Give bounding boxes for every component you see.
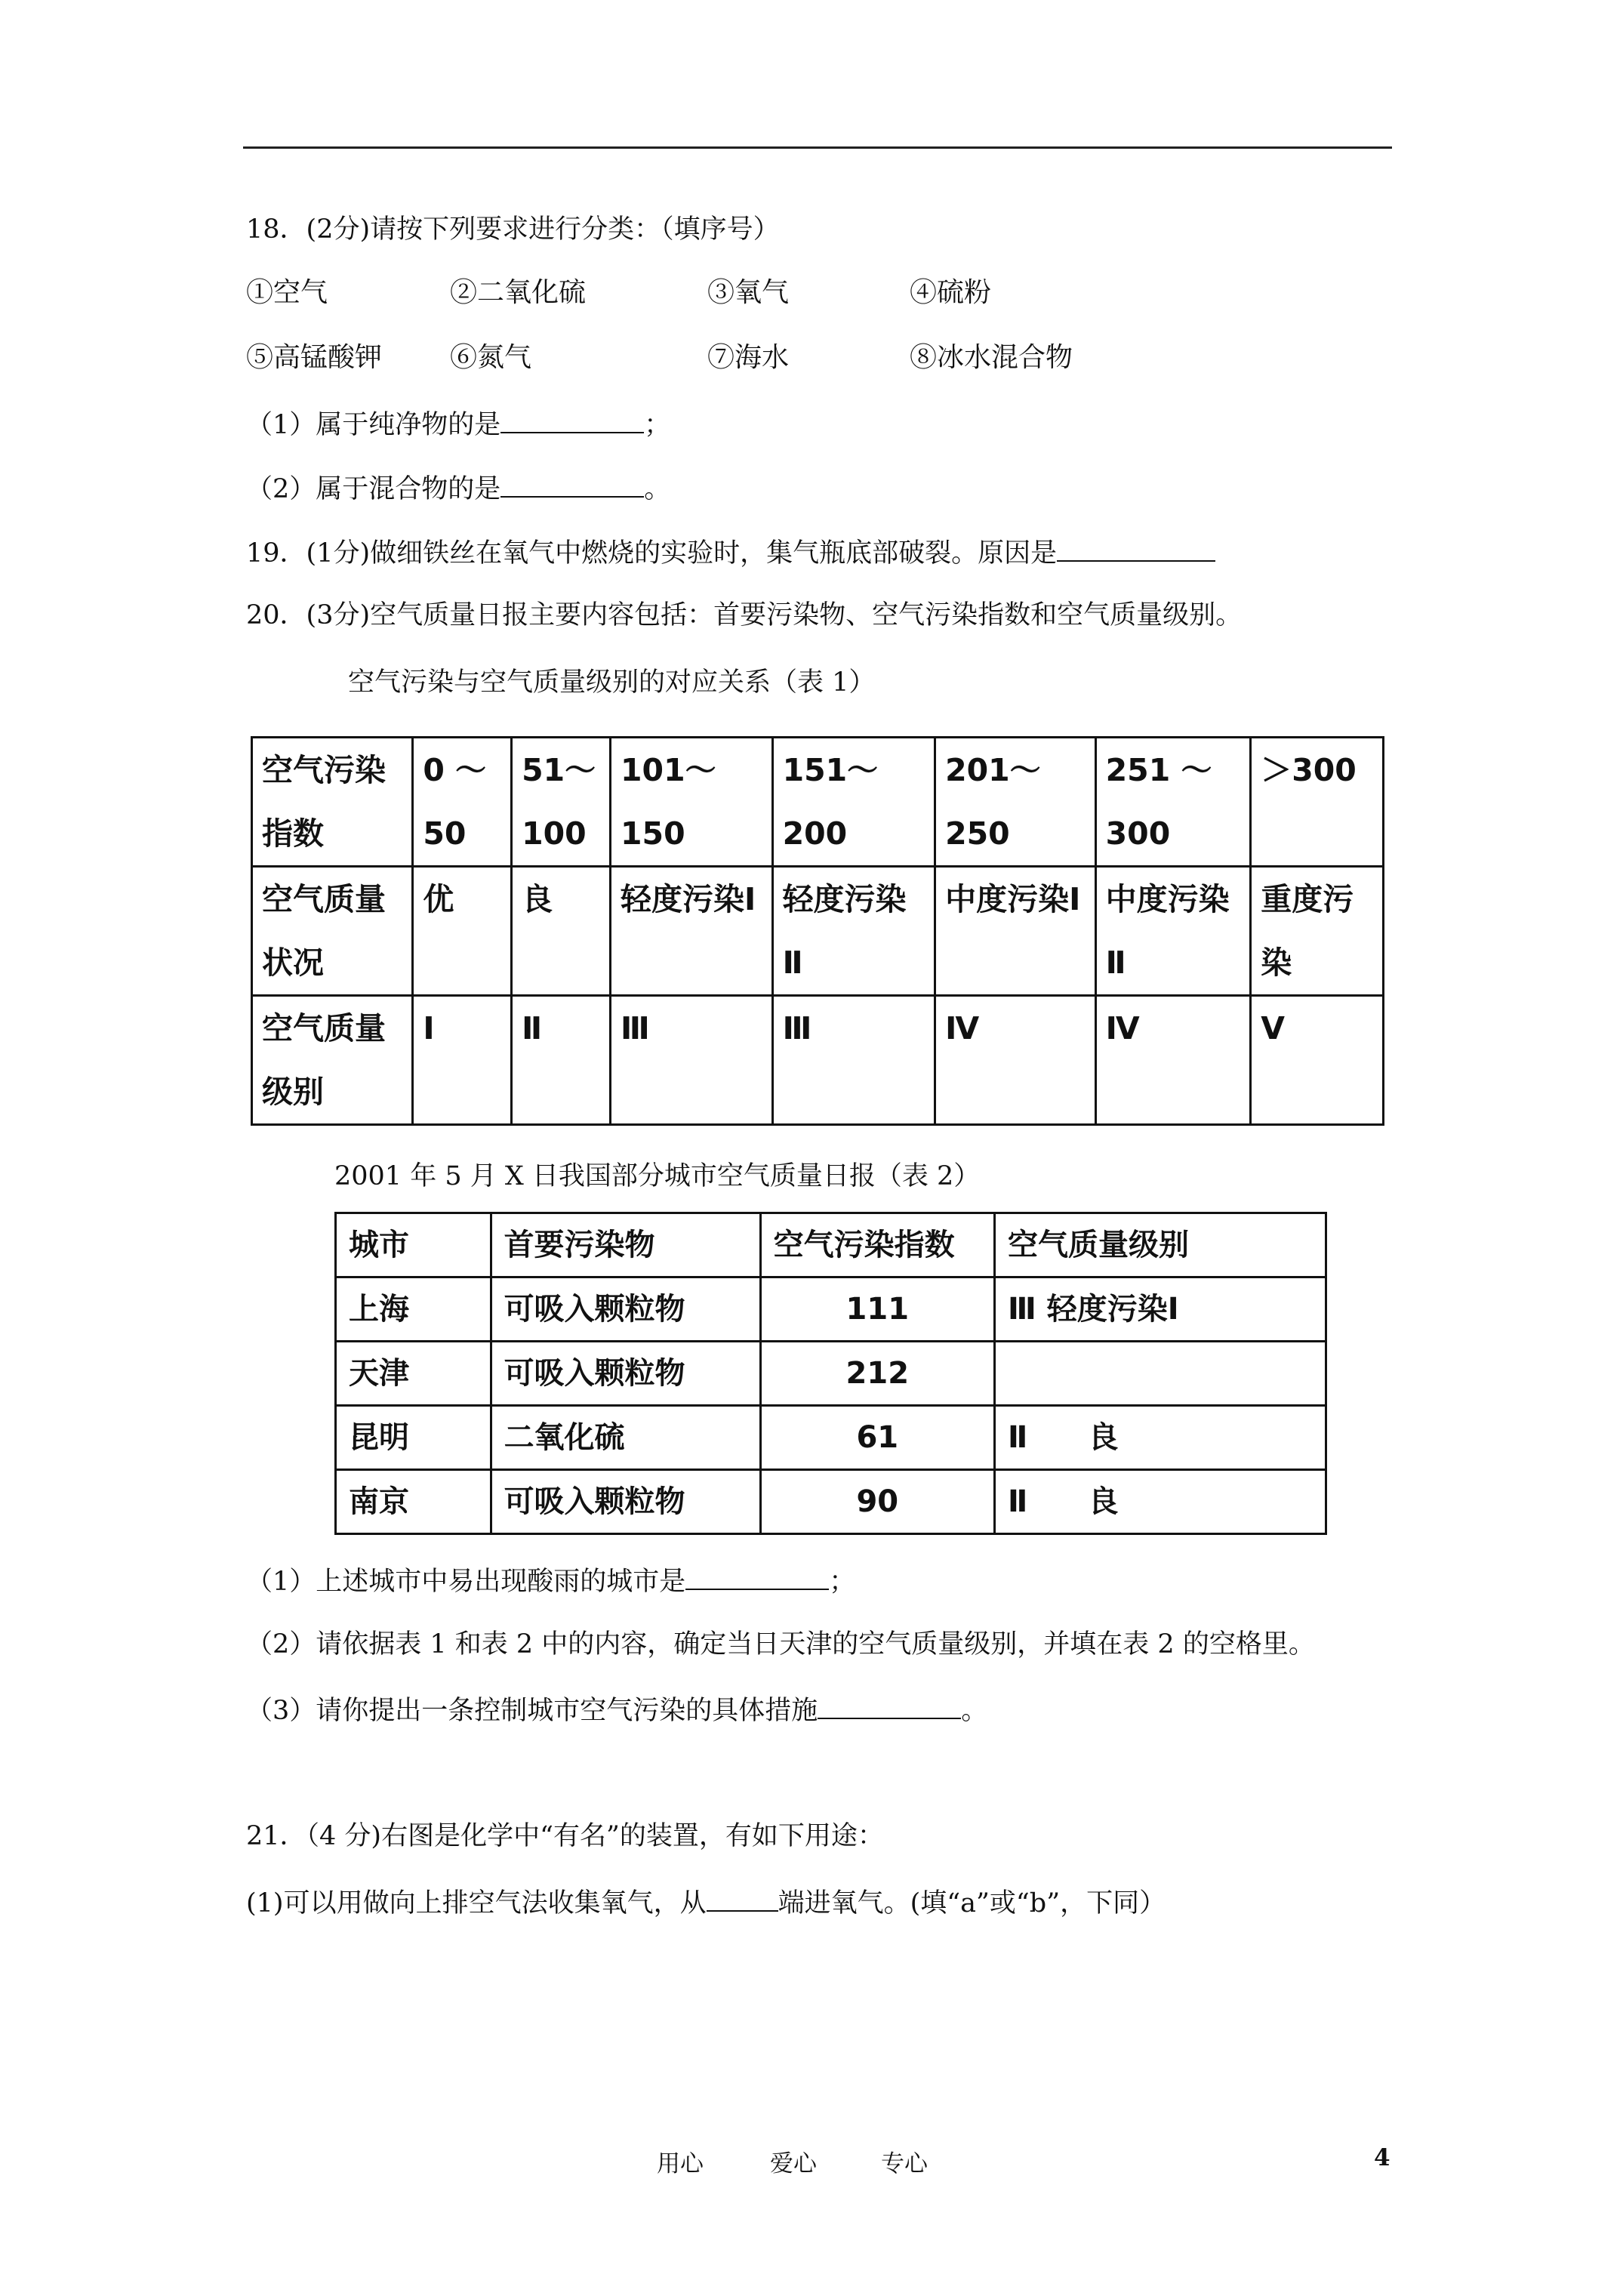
- table-row: [336, 1342, 1326, 1406]
- table2-cell-pollutant: 可吸入颗粒物: [491, 1342, 760, 1406]
- table1-cell: 轻度污染Ⅱ: [772, 867, 935, 996]
- table-row: [336, 1406, 1326, 1470]
- footer-label-1: 用心: [657, 2150, 704, 2177]
- table2-city-air-quality: [334, 1212, 1327, 1535]
- page-number: 4: [1374, 2144, 1390, 2171]
- table1-cell: 51～100: [512, 738, 611, 867]
- table1-cell: 中度污染Ⅱ: [1095, 867, 1251, 996]
- table2-cell-index: 90: [760, 1470, 994, 1534]
- q21-sub1: [246, 1885, 1166, 1920]
- table2-cell-level-blank[interactable]: [994, 1342, 1326, 1406]
- table1-cell: 优: [413, 867, 512, 996]
- table2-cell-level: Ⅱ 良: [994, 1470, 1326, 1534]
- q20-sub2: （2）请依据表 1 和表 2 中的内容，确定当日天津的空气质量级别，并填在表 2 的空格里。: [246, 1629, 1315, 1660]
- q21-stem: 21．（4 分)右图是化学中“有名”的装置，有如下用途：: [246, 1821, 884, 1851]
- table2-cell-pollutant: 二氧化硫: [491, 1406, 760, 1470]
- q21-sub1-end: 端进氧气。(填“a”或“b”，下同）: [778, 1888, 1166, 1918]
- table1-cell: Ⅴ: [1251, 996, 1384, 1125]
- table1-cell: 101～150: [611, 738, 773, 867]
- q20-sub3-text: （3）请你提出一条控制城市空气污染的具体措施: [246, 1696, 818, 1726]
- table2-header-city: 城市: [336, 1213, 491, 1277]
- q18-option-1: ①空气: [246, 277, 328, 308]
- q21-sub1-text: (1)可以用做向上排空气法收集氧气，从: [246, 1888, 707, 1918]
- q20-sub3: [246, 1692, 987, 1727]
- table2-header-row: [336, 1213, 1326, 1277]
- table2-cell-city: 天津: [336, 1342, 491, 1406]
- q18-sub2-end: 。: [644, 474, 671, 504]
- q20-sub1-end: ；: [829, 1567, 856, 1597]
- table2-cell-pollutant: 可吸入颗粒物: [491, 1470, 760, 1534]
- table1-pollution-levels: [251, 736, 1384, 1126]
- q19-stem: 19．(1分)做细铁丝在氧气中燃烧的实验时，集气瓶底部破裂。原因是: [246, 538, 1058, 569]
- table2-cell-city: 上海: [336, 1277, 491, 1342]
- q18-sub2-answer-blank[interactable]: [500, 470, 644, 498]
- q18-sub1-text: （1）属于纯净物的是: [246, 410, 501, 440]
- q19-answer-blank[interactable]: [1057, 535, 1215, 562]
- table2-cell-index: 61: [760, 1406, 994, 1470]
- q18-stem: 18．(2分)请按下列要求进行分类：（填序号）: [246, 214, 780, 245]
- table1-cell: Ⅳ: [935, 996, 1096, 1125]
- q21-sub1-answer-blank[interactable]: [707, 1885, 778, 1912]
- table-row: [336, 1277, 1326, 1342]
- q20-sub1-answer-blank[interactable]: [685, 1563, 829, 1590]
- q18-sub1: [246, 406, 670, 442]
- table1-cell: Ⅲ: [772, 996, 935, 1125]
- table1-cell: Ⅲ: [611, 996, 773, 1125]
- table1-cell: 空气质量级别: [252, 996, 413, 1125]
- table2-header-index: 空气污染指数: [760, 1213, 994, 1277]
- table1-cell: Ⅱ: [512, 996, 611, 1125]
- table2-cell-city: 南京: [336, 1470, 491, 1534]
- q18-option-6: ⑥氮气: [450, 342, 532, 373]
- q18-option-2: ②二氧化硫: [450, 277, 587, 308]
- header-rule: [243, 146, 1392, 149]
- table2-cell-level: Ⅱ 良: [994, 1406, 1326, 1470]
- table2-cell-city: 昆明: [336, 1406, 491, 1470]
- table1-cell: 空气质量状况: [252, 867, 413, 996]
- table1-row-level: [252, 996, 1384, 1125]
- table-row: [336, 1470, 1326, 1534]
- q20-stem: 20．(3分)空气质量日报主要内容包括：首要污染物、空气污染指数和空气质量级别。: [246, 600, 1243, 630]
- q19: [246, 535, 1215, 570]
- footer-label-3: 专心: [881, 2150, 928, 2177]
- table2-cell-index: 212: [760, 1342, 994, 1406]
- table1-cell: 251 ～ 300: [1095, 738, 1251, 867]
- q20-sub1: [246, 1563, 855, 1598]
- table1-cell: 151～200: [772, 738, 935, 867]
- table2-header-pollutant: 首要污染物: [491, 1213, 760, 1277]
- table1-caption: 空气污染与空气质量级别的对应关系（表 1）: [348, 667, 876, 698]
- q20-sub3-answer-blank[interactable]: [818, 1692, 961, 1719]
- table2-cell-index: 111: [760, 1277, 994, 1342]
- footer-label-2: 爱心: [770, 2150, 817, 2177]
- q18-sub1-answer-blank[interactable]: [500, 406, 644, 433]
- table1-cell: Ⅳ: [1095, 996, 1251, 1125]
- table1-cell: 中度污染Ⅰ: [935, 867, 1096, 996]
- table1-row-status: [252, 867, 1384, 996]
- table1-cell: 0 ～ 50: [413, 738, 512, 867]
- table1-row-index: [252, 738, 1384, 867]
- table2-cell-pollutant: 可吸入颗粒物: [491, 1277, 760, 1342]
- q20-sub1-text: （1）上述城市中易出现酸雨的城市是: [246, 1567, 686, 1597]
- table1-cell: 重度污染: [1251, 867, 1384, 996]
- q18-option-8: ⑧冰水混合物: [910, 342, 1073, 373]
- q20-sub3-end: 。: [961, 1696, 988, 1726]
- table1-cell: 良: [512, 867, 611, 996]
- q18-option-5: ⑤高锰酸钾: [246, 342, 383, 373]
- table2-caption: 2001 年 5 月 X 日我国部分城市空气质量日报（表 2）: [334, 1161, 981, 1191]
- q18-option-7: ⑦海水: [707, 342, 790, 373]
- table1-cell: Ⅰ: [413, 996, 512, 1125]
- q18-sub1-end: ；: [644, 410, 671, 440]
- q18-option-3: ③氧气: [707, 277, 790, 308]
- table1-cell: 201～250: [935, 738, 1096, 867]
- table2-cell-level: Ⅲ 轻度污染Ⅰ: [994, 1277, 1326, 1342]
- table1-cell: ＞300: [1251, 738, 1384, 867]
- table2-header-level: 空气质量级别: [994, 1213, 1326, 1277]
- q18-sub2-text: （2）属于混合物的是: [246, 474, 501, 504]
- table1-cell: 空气污染指数: [252, 738, 413, 867]
- q18-sub2: [246, 470, 670, 506]
- table1-cell: 轻度污染Ⅰ: [611, 867, 773, 996]
- q18-option-4: ④硫粉: [910, 277, 992, 308]
